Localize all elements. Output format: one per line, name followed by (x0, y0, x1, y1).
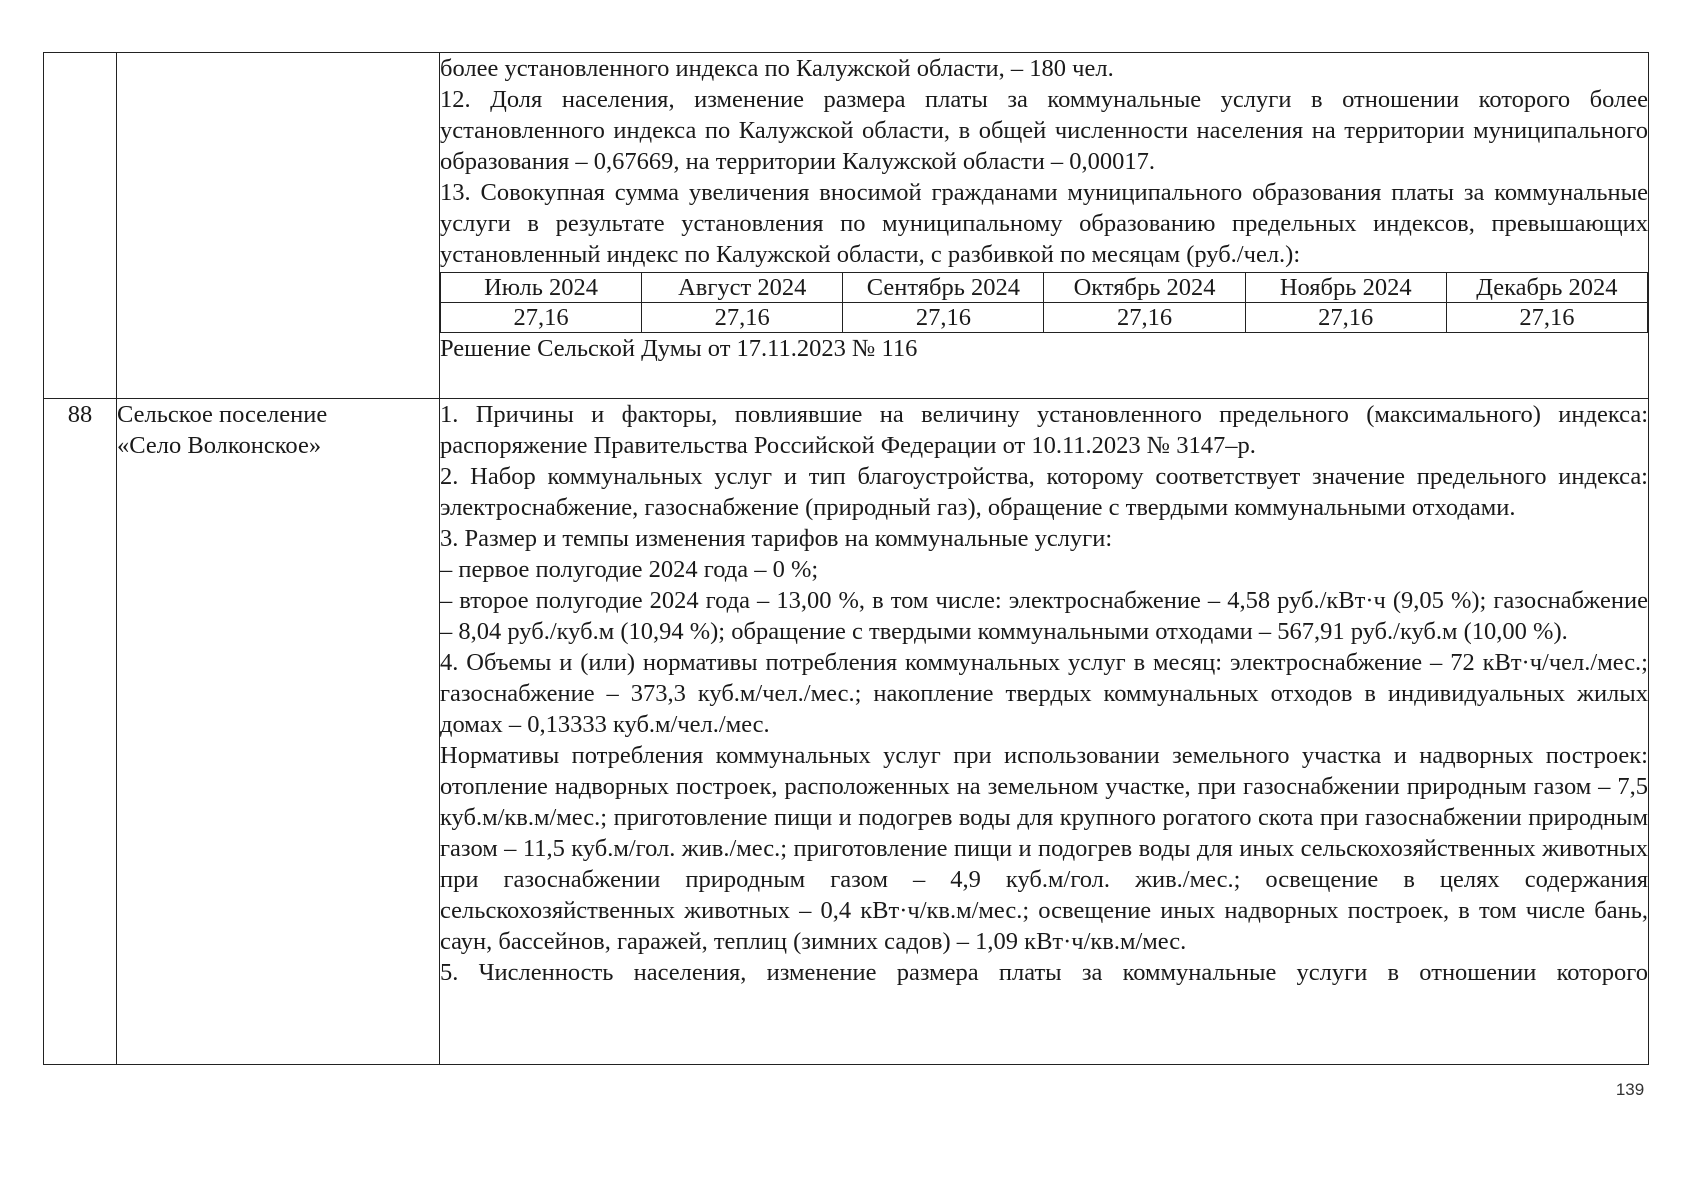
table-row (44, 53, 1649, 399)
paragraph-2: 2. Набор коммунальных услуг и тип благоустройства, которому соответствует значение предельного индекса: электроснабжение, газоснабжение (природный газ), обращение с твердыми коммунальными отходами. (440, 463, 1648, 521)
municipality-name (117, 399, 440, 1065)
paragraph-4: 4. Объемы и (или) нормативы потребления коммунальных услуг в месяц: электроснабжение – 72 кВт·ч/чел./мес.; газоснабжение – 373,3 куб.м/чел./мес.; накопление твердых коммунальных отходов в индивидуальных жилых домах – 0,13333 куб.м/чел./мес. (440, 649, 1648, 738)
month-header: Август 2024 (642, 273, 843, 303)
month-value: 27,16 (642, 303, 843, 333)
month-header: Октябрь 2024 (1044, 273, 1245, 303)
months-value-row (441, 303, 1648, 333)
indices-table (43, 52, 1649, 1065)
municipality-name-line2: «Село Волконское» (117, 432, 322, 459)
paragraph-3-first-half: – первое полугодие 2024 года – 0 %; (440, 556, 819, 583)
paragraph-13: 13. Совокупная сумма увеличения вносимой гражданами муниципального образования платы за коммунальные услуги в результате установления по муниципальному образованию предельных индексов, превышающих установленный индекс по Калужской области, с разбивкой по месяцам (руб./чел.): (440, 179, 1648, 268)
paragraph-11-end: более установленного индекса по Калужской области, – 180 чел. (440, 55, 1114, 82)
month-value: 27,16 (843, 303, 1044, 333)
municipality-name (117, 53, 440, 399)
row-number (44, 53, 117, 399)
month-value: 27,16 (441, 303, 642, 333)
month-value: 27,16 (1245, 303, 1446, 333)
paragraph-4-norms: Нормативы потребления коммунальных услуг при использовании земельного участка и надворных построек: отопление надворных построек, расположенных на земельном участке, при газоснабжении природным газом – 7,5 куб.м/кв.м/мес.; приготовление пищи и подогрев воды для крупного рогатого скота при газоснабжении природным газом – 11,5 куб.м/гол. жив./мес.; приготовление пищи и подогрев воды для иных сельскохозяйственных животных при газоснабжении природным газом – 4,9 куб.м/гол. жив./мес.; освещение в целях содержания сельскохозяйственных животных – 0,4 кВт·ч/кв.м/мес.; освещение иных надворных построек, в том числе бань, саун, бассейнов, гаражей, теплиц (зимних садов) – 1,09 кВт·ч/кв.м/мес. (440, 742, 1648, 955)
row-details (440, 53, 1649, 399)
month-header: Декабрь 2024 (1446, 273, 1647, 303)
decision-reference: Решение Сельской Думы от 17.11.2023 № 116 (440, 335, 918, 362)
months-header-row (441, 273, 1648, 303)
month-header: Июль 2024 (441, 273, 642, 303)
municipality-name-line1: Сельское поселение (117, 401, 328, 428)
month-value: 27,16 (1044, 303, 1245, 333)
table-row (44, 399, 1649, 1065)
paragraph-5: 5. Численность населения, изменение размера платы за коммунальные услуги в отношении которого (440, 959, 1648, 986)
paragraph-12: 12. Доля населения, изменение размера платы за коммунальные услуги в отношении которого более установленного индекса по Калужской области, в общей численности населения на территории муниципального образования – 0,67669, на территории Калужской области – 0,00017. (440, 86, 1648, 175)
paragraph-1: 1. Причины и факторы, повлиявшие на величину установленного предельного (максимального) индекса: распоряжение Правительства Российской Федерации от 10.11.2023 № 3147–р. (440, 401, 1648, 459)
page-number: 139 (1615, 1080, 1645, 1099)
row-number: 88 (44, 399, 117, 1065)
month-value: 27,16 (1446, 303, 1647, 333)
row-details (440, 399, 1649, 1065)
monthly-amounts-table (440, 272, 1648, 333)
month-header: Ноябрь 2024 (1245, 273, 1446, 303)
paragraph-3-second-half: – второе полугодие 2024 года – 13,00 %, в том числе: электроснабжение – 4,58 руб./кВт·ч (9,05 %); газоснабжение – 8,04 руб./куб.м (10,94 %); обращение с твердыми коммунальными отходами – 567,91 руб./куб.м (10,00 %). (440, 587, 1648, 645)
paragraph-3-title: 3. Размер и темпы изменения тарифов на коммунальные услуги: (440, 525, 1113, 552)
month-header: Сентябрь 2024 (843, 273, 1044, 303)
